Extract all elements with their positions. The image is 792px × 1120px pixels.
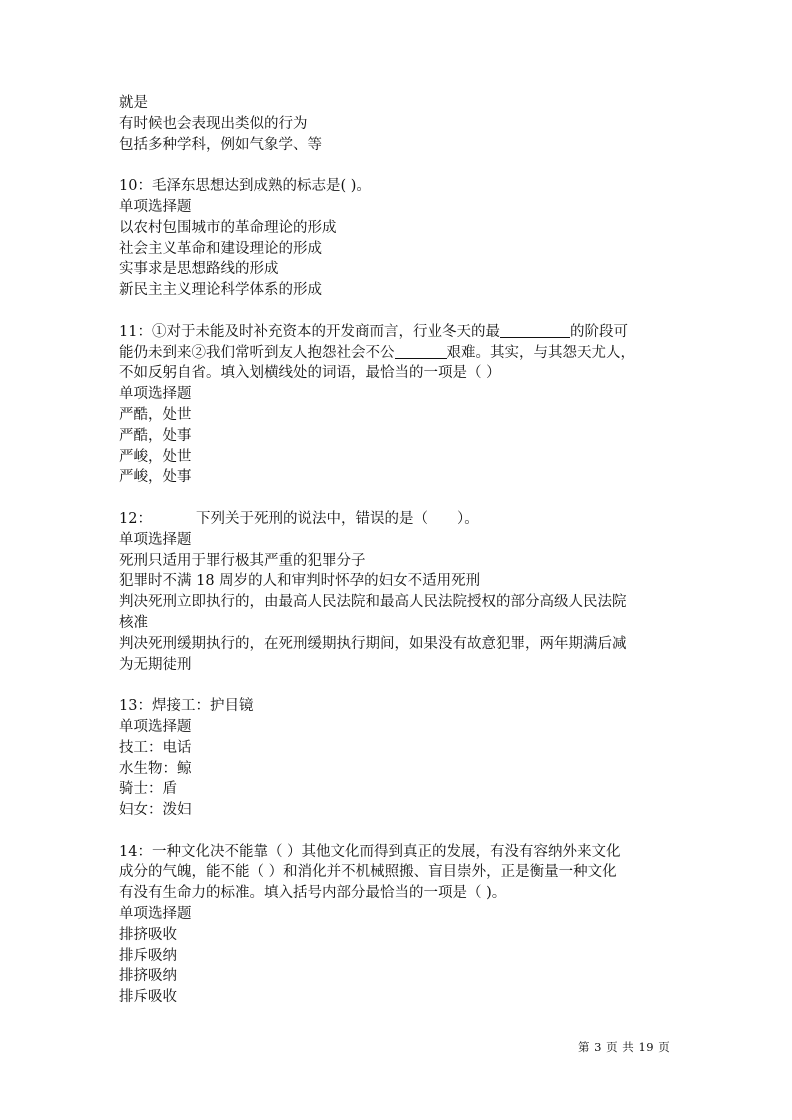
option-a: 严酷，处世 xyxy=(119,406,192,423)
option-b: 社会主义革命和建设理论的形成 xyxy=(119,240,322,257)
fill-blank xyxy=(500,323,570,338)
question-11 xyxy=(119,322,679,488)
question-text-line-1: 11：①对于未能及时补充资本的开发商而言，行业冬天的最 的阶段可 xyxy=(119,323,628,340)
text-line: 就是 xyxy=(119,95,148,111)
option-c-line-2: 核准 xyxy=(119,614,148,631)
question-number: 12： xyxy=(119,510,152,527)
question-text: 10：毛泽东思想达到成熟的标志是( )。 xyxy=(119,178,371,195)
option-d: 妇女：泼妇 xyxy=(119,802,192,819)
question-text-line-2: 能仍未到来②我们常听到友人抱怨社会不公 艰难。其实，与其怨天尤人， xyxy=(119,344,635,361)
question-type: 单项选择题 xyxy=(119,386,192,403)
option-c: 严峻，处世 xyxy=(119,448,192,465)
option-c: 实事求是思想路线的形成 xyxy=(119,261,279,278)
question-type: 单项选择题 xyxy=(119,198,192,215)
option-a: 排挤吸收 xyxy=(119,926,177,943)
question-type: 单项选择题 xyxy=(119,906,192,923)
option-d-line-1: 判决死刑缓期执行的，在死刑缓期执行期间，如果没有故意犯罪，两年期满后减 xyxy=(119,635,627,652)
option-d: 新民主主义理论科学体系的形成 xyxy=(119,282,322,299)
question-12 xyxy=(119,509,679,675)
text-line: 有时候也会表现出类似的行为 xyxy=(119,115,308,132)
option-d: 排斥吸收 xyxy=(119,989,177,1006)
text-line: 包括多种学科，例如气象学、等 xyxy=(119,136,322,153)
question-14 xyxy=(119,842,679,1008)
option-d-line-2: 为无期徒刑 xyxy=(119,656,192,673)
fill-blank xyxy=(395,344,447,359)
option-b: 严酷，处事 xyxy=(119,427,192,444)
document-page xyxy=(119,93,679,1008)
intro-block xyxy=(119,93,679,155)
question-text-line-2: 成分的气魄，能不能（ ）和消化并不机械照搬、盲目崇外，正是衡量一种文化 xyxy=(119,864,617,881)
option-a: 技工：电话 xyxy=(119,739,192,756)
option-c: 排挤吸纳 xyxy=(119,968,177,985)
option-c-line-1: 判决死刑立即执行的，由最高人民法院和最高人民法院授权的部分高级人民法院 xyxy=(119,594,627,611)
question-text-line-3: 有没有生命力的标准。填入括号内部分最恰当的一项是（ )。 xyxy=(119,885,507,902)
question-13 xyxy=(119,696,679,821)
question-text-line-3: 不如反躬自省。填入划横线处的词语，最恰当的一项是（ ） xyxy=(119,365,501,382)
option-a: 死刑只适用于罪行极其严重的犯罪分子 xyxy=(119,552,366,569)
option-d: 严峻，处事 xyxy=(119,469,192,486)
question-10 xyxy=(119,176,679,301)
option-b: 排斥吸纳 xyxy=(119,947,177,964)
question-text-line-1: 14：一种文化决不能靠（ ）其他文化而得到真正的发展，有没有容纳外来文化 xyxy=(119,843,621,860)
option-b: 水生物：鲸 xyxy=(119,760,192,777)
question-type: 单项选择题 xyxy=(119,718,192,735)
option-b: 犯罪时不满 18 周岁的人和审判时怀孕的妇女不适用死刑 xyxy=(119,573,481,590)
question-text: 13：焊接工：护目镜 xyxy=(119,698,254,715)
option-c: 骑士：盾 xyxy=(119,781,177,798)
option-a: 以农村包围城市的革命理论的形成 xyxy=(119,219,337,236)
page-number-footer: 第 3 页 共 19 页 xyxy=(578,1040,671,1054)
question-type: 单项选择题 xyxy=(119,531,192,548)
question-text: 12： 下列关于死刑的说法中，错误的是（ ）。 xyxy=(119,510,479,527)
